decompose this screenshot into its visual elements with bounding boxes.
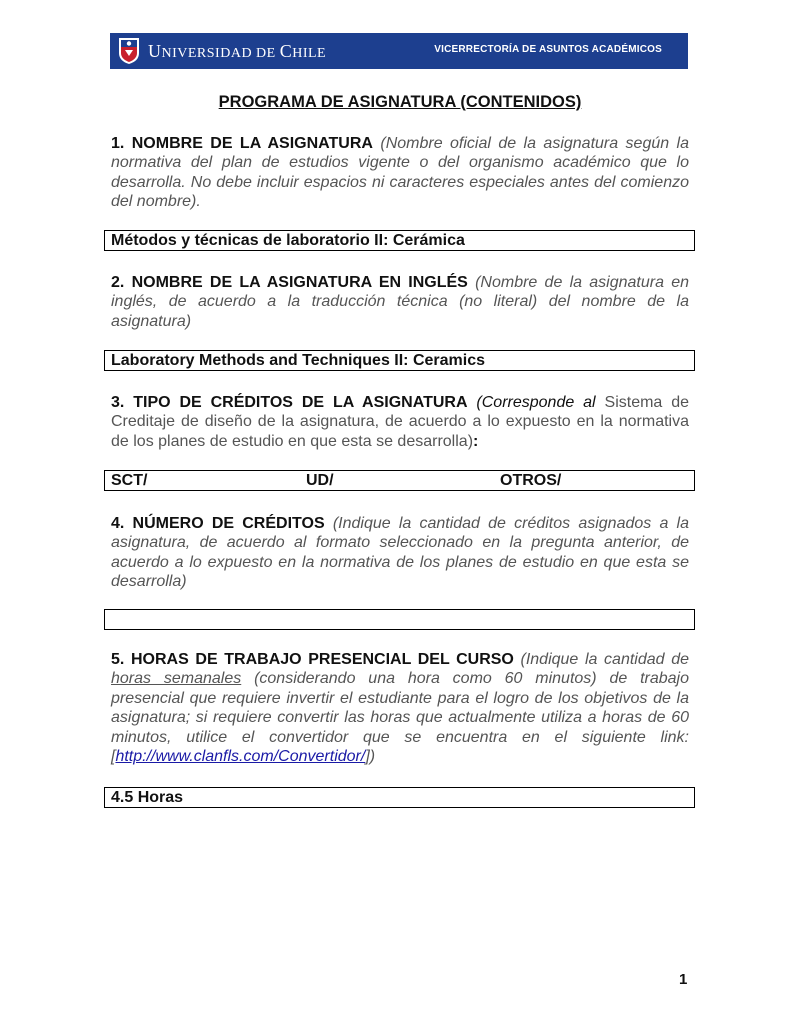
section-1-answer-box[interactable]: [104, 230, 695, 251]
section-5-instruction-a: (Indique la cantidad de: [520, 651, 689, 668]
section-5-answer-box[interactable]: [104, 787, 695, 808]
section-5-instruction-end: ]): [365, 748, 376, 766]
section-2-answer: Laboratory Methods and Techniques II: Ceramics: [111, 352, 485, 369]
credit-option-ud[interactable]: UD/: [306, 472, 334, 489]
section-3-instruction-a: (Corresponde al: [476, 394, 596, 411]
university-name: UNIVERSIDAD DE CHILE: [148, 40, 327, 61]
section-1-answer: Métodos y técnicas de laboratorio II: Cerámica: [111, 232, 465, 249]
section-1-description: [111, 134, 689, 212]
section-5-answer: 4.5 Horas: [111, 789, 184, 806]
section-5-heading: 5. HORAS DE TRABAJO PRESENCIAL DEL CURSO: [111, 651, 514, 668]
section-1-heading: 1. NOMBRE DE LA ASIGNATURA: [111, 135, 373, 152]
vicerrectoria-label: VICERRECTORÍA DE ASUNTOS ACADÉMICOS: [434, 44, 662, 55]
section-5-description: [111, 650, 689, 766]
section-3-instruction-end: :: [473, 432, 479, 450]
credit-option-otros[interactable]: OTROS/: [500, 472, 562, 489]
section-3-credit-type-box[interactable]: [104, 470, 695, 491]
section-2-description: [111, 273, 689, 331]
document-title: PROGRAMA DE ASIGNATURA (CONTENIDOS): [218, 93, 582, 111]
section-3-description: [111, 393, 689, 451]
section-2-heading: 2. NOMBRE DE LA ASIGNATURA EN INGLÉS: [111, 274, 468, 291]
section-4-heading: 4. NÚMERO DE CRÉDITOS: [111, 515, 325, 532]
section-4-answer-box[interactable]: [104, 609, 695, 630]
section-5-instruction-b: (considerando una hora como 60 minutos) de trabajo presencial que requiere invertir el estudiante para el logro de los objetivos de la asignatura; si requiere convertir las horas que actualmente utiliza a horas de 60 minutos, utilice el convertidor que se encuentra en el siguiente link: [: [111, 670, 690, 766]
converter-link[interactable]: http://www.clanfls.com/Convertidor/: [115, 748, 366, 766]
section-3-instruction-b: Sistema de Creditaje de diseño de la asignatura, de acuerdo a lo expuesto en la normativa de los planes de estudio en que esta se desarrolla): [111, 394, 690, 450]
header-banner: [110, 33, 688, 69]
section-1-instruction: (Nombre oficial de la asignatura según la normativa del plan de estudios vigente o del organismo académico que lo desarrolla. No debe incluir espacios ni caracteres especiales antes del comienzo del nombre).: [111, 135, 690, 211]
section-5-instruction-underlined: horas semanales: [111, 670, 242, 688]
section-2-instruction: (Nombre de la asignatura en inglés, de acuerdo a la traducción técnica (no literal) del nombre de la asignatura): [111, 274, 689, 330]
page-number: 1: [679, 971, 688, 988]
section-4-instruction: (Indique la cantidad de créditos asignados a la asignatura, de acuerdo al formato seleccionado en la pregunta anterior, de acuerdo a lo expuesto en la normativa de los planes de estudio en que esta se desarrolla): [111, 515, 689, 591]
credit-option-sct[interactable]: SCT/: [111, 472, 148, 489]
section-4-description: [111, 514, 689, 592]
section-2-answer-box[interactable]: [104, 350, 695, 371]
university-seal-icon: [118, 37, 140, 65]
section-3-heading: 3. TIPO DE CRÉDITOS DE LA ASIGNATURA: [111, 394, 468, 411]
